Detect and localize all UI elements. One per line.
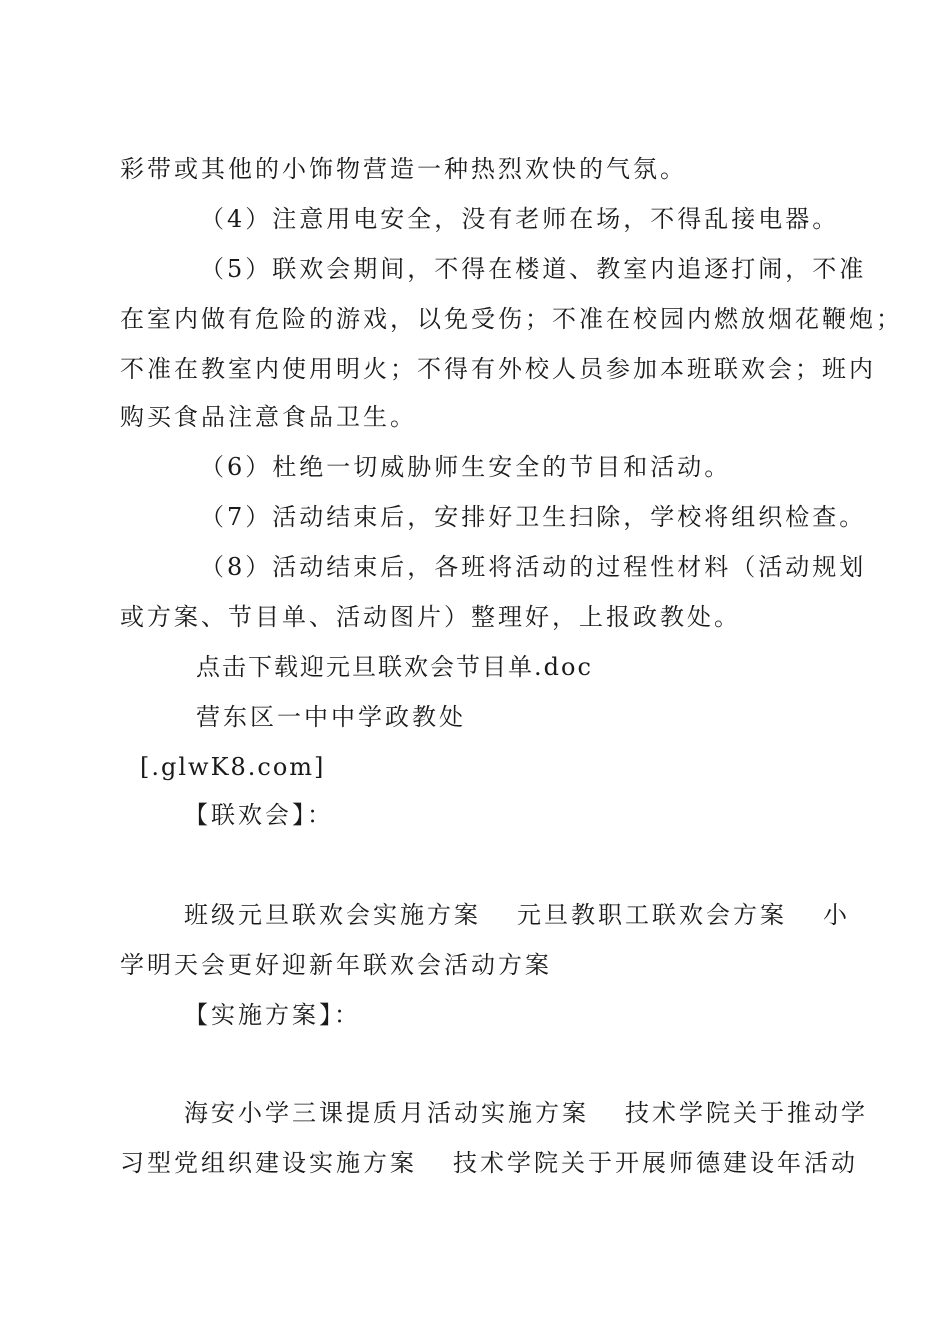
list-item-8: （8）活动结束后，各班将活动的过程性材料（活动规划	[200, 553, 867, 581]
related-link-continued[interactable]: 习型党组织建设实施方案	[120, 1149, 417, 1177]
related-link[interactable]: 小	[823, 901, 850, 929]
related-link[interactable]: 技术学院关于开展师德建设年活动	[453, 1149, 858, 1177]
list-item-7: （7）活动结束后，安排好卫生扫除，学校将组织检查。	[200, 503, 867, 531]
related-link[interactable]: 技术学院关于推动学	[625, 1099, 868, 1127]
signature-org: 营东区一中中学政教处	[196, 703, 466, 731]
text-line: 购买食品注意食品卫生。	[120, 403, 417, 431]
related-link[interactable]: 海安小学三课提质月活动实施方案	[184, 1099, 589, 1127]
list-item-6: （6）杜绝一切威胁师生安全的节目和活动。	[200, 453, 732, 481]
related-links-plan	[184, 1096, 904, 1130]
download-link[interactable]: 点击下载迎元旦联欢会节目单.doc	[196, 653, 593, 681]
related-links-party	[184, 898, 904, 932]
site-tag: [.glwK8.com]	[140, 753, 326, 781]
section-heading-party: 【联欢会】：	[184, 801, 334, 829]
text-line: 彩带或其他的小饰物营造一种热烈欢快的气氛。	[120, 155, 687, 183]
related-link[interactable]: 元旦教职工联欢会方案	[517, 901, 787, 929]
text-line: 不准在教室内使用明火；不得有外校人员参加本班联欢会；班内	[120, 355, 876, 383]
text-line: 或方案、节目单、活动图片）整理好，上报政教处。	[120, 603, 741, 631]
related-links-plan-continued	[120, 1146, 858, 1180]
related-link-continued[interactable]: 学明天会更好迎新年联欢会活动方案	[120, 951, 552, 979]
list-item-5: （5）联欢会期间，不得在楼道、教室内追逐打闹，不准	[200, 255, 867, 283]
list-item-4: （4）注意用电安全，没有老师在场，不得乱接电器。	[200, 205, 840, 233]
text-line: 在室内做有危险的游戏，以免受伤；不准在校园内燃放烟花鞭炮；	[120, 305, 903, 333]
related-link[interactable]: 班级元旦联欢会实施方案	[184, 901, 481, 929]
section-heading-plan: 【实施方案】：	[184, 1001, 361, 1029]
